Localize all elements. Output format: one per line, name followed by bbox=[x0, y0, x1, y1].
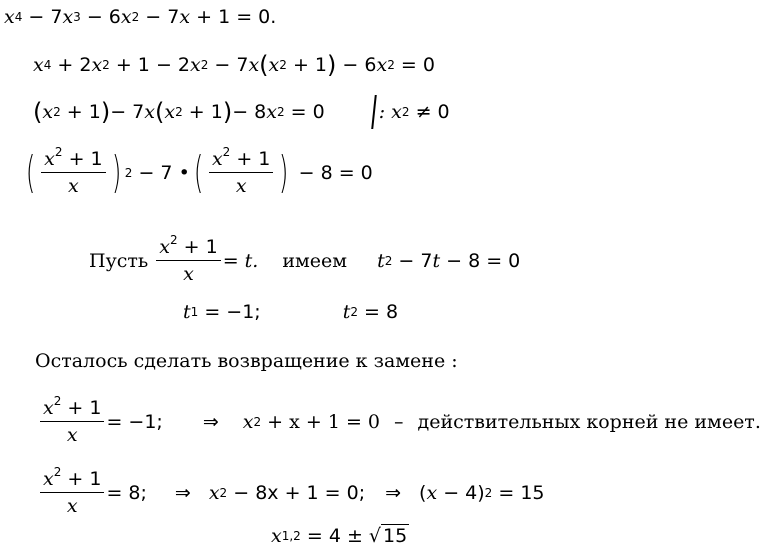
case-1-fraction: $\frac{x^2 + 1}{x}$ bbox=[40, 397, 104, 446]
implies-symbol: ⇒ bbox=[385, 481, 402, 504]
case-1-equation: + x + 1 = 0 bbox=[267, 410, 381, 433]
substitution-line: Пусть $\frac{x^2 + 1}{x}$ = t. имеем t 2 − 7 t − 8 = 0 bbox=[89, 233, 521, 285]
final-roots-value: = 4 ± bbox=[306, 524, 363, 547]
completed-square: = 15 bbox=[498, 481, 545, 504]
dash: – bbox=[394, 410, 404, 433]
radicand: 15 bbox=[383, 525, 408, 547]
case-1-conclusion: действительных корней не имеет. bbox=[417, 410, 761, 433]
back-substitution-text bbox=[35, 350, 458, 372]
implies-symbol: ⇒ bbox=[174, 481, 191, 504]
roots-t-line: t 1 = −1; t 2 = 8 bbox=[183, 301, 399, 323]
equation-line-3: ( x 2 + 1 ) − 7 x ( x 2 + 1 ) − 8 x 2 = 0 : x 2 ≠ 0 bbox=[33, 95, 450, 129]
case-2-equation: − 8x + 1 = 0; bbox=[233, 481, 366, 504]
equation-line-2: x 4 + 2 x 2 + 1 − 2 x 2 − 7 x ( x 2 + 1 ) − 6 x 2 = 0 bbox=[33, 51, 435, 79]
fraction: $\frac{x^2 + 1}{x}$ bbox=[41, 148, 105, 197]
let-word: Пусть bbox=[89, 249, 149, 272]
equation-line-2-rhs: = 0 bbox=[400, 54, 435, 76]
fraction: $\frac{x^2 + 1}{x}$ bbox=[209, 148, 273, 197]
equation-line-1-rhs: = 0. bbox=[236, 6, 277, 28]
case-1-line: $\frac{x^2 + 1}{x}$ = −1; ⇒ x 2 + x + 1 = 0 – действительных корней не имеет. bbox=[38, 397, 761, 446]
divisor-label: : x bbox=[378, 101, 402, 123]
case-2-rhs: = 8; bbox=[106, 481, 147, 504]
substitution-fraction: $\frac{x^2 + 1}{x}$ bbox=[156, 236, 220, 285]
quadratic-in-t: − 8 = 0 bbox=[446, 249, 521, 272]
implies-symbol: ⇒ bbox=[202, 410, 219, 433]
equation-line-3-rhs: = 0 bbox=[290, 101, 325, 123]
equation-line-1: x 4 − 7 x 3 − 6 x 2 − 7 x + 1 = 0. bbox=[4, 6, 277, 28]
case-2-line: $\frac{x^2 + 1}{x}$ = 8; ⇒ x 2 − 8x + 1 = 0; ⇒ ( x − 4) 2 = 15 bbox=[38, 468, 545, 517]
back-substitution-label: Осталось сделать возвращение к замене : bbox=[35, 350, 458, 372]
substitution-rhs: = t. bbox=[222, 249, 259, 272]
have-word: имеем bbox=[282, 249, 348, 272]
equation-line-4-rhs: = 0 bbox=[338, 161, 373, 184]
final-roots-line: x 1,2 = 4 ± √ 15 bbox=[271, 524, 408, 547]
t1-value: = −1; bbox=[204, 301, 261, 323]
sqrt-symbol: √ 15 bbox=[368, 525, 408, 547]
case-2-fraction: $\frac{x^2 + 1}{x}$ bbox=[40, 468, 104, 517]
t2-value: = 8 bbox=[364, 301, 399, 323]
divisor-condition: ≠ 0 bbox=[415, 101, 450, 123]
equation-line-4: ( $\frac{x^2 + 1}{x}$ ) 2 − 7 • ( $\frac{x^2 + 1}{x}$ ) − 8 = 0 bbox=[25, 145, 373, 198]
case-1-rhs: = −1; bbox=[106, 410, 163, 433]
division-bar bbox=[371, 95, 377, 129]
